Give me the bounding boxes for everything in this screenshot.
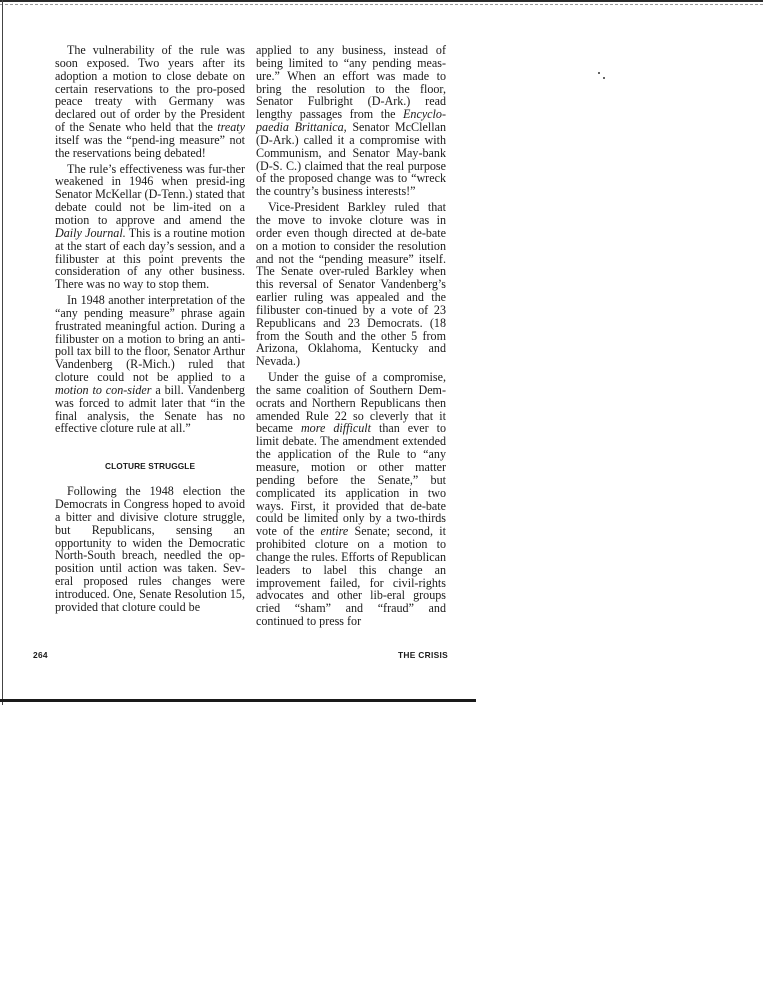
right-paragraph-1: applied to any business, instead of being limited to “any pending meas-ure.” When an effort was made to bring the resolution to the floor, Senator Fulbright (D-Ark.) read lengthy passages from the Encyclo-paedia Brittanica, Senator McClellan (D-Ark.) called it a compromise with Communism, and Senator May-bank (D-S. C.) claimed that the real purpose of the proposed change was to “wreck the country’s business interests!” <box>256 43 446 199</box>
left-paragraph-1: The vulnerability of the rule was soon exposed. Two years after its adoption a motion to close debate on certain reservations to the pro-posed peace treaty with Germany was declared out of order by the President of the Senate who held that the treaty itself was the “pend-ing measure” not the reservations being debated! <box>55 43 245 160</box>
page-number: 264 <box>33 650 48 660</box>
scan-top-dashed-edge <box>0 4 763 5</box>
emphasis-text: more difficult <box>300 421 371 436</box>
scan-bottom-edge <box>0 699 476 702</box>
right-paragraph-2: Vice-President Barkley ruled that the move to invoke cloture was in order even though directed at de-bate on a motion to consider the resolution and not the “pending measure” itself. The Senate over-ruled Barkley when this reversal of Senator Vandenberg’s earlier ruling was appealed and the filibuster con-tinued by a vote of 23 Republicans and 23 Democrats. (18 from the South and the other 5 from Arizona, Oklahoma, Kentucky and Nevada.) <box>256 200 446 369</box>
left-paragraph-4: Following the 1948 election the Democrats in Congress hoped to avoid a bitter and divisive cloture struggle, but Republicans, sensing an opportunity to widen the Democratic North-South breach, needled the op-position until action was taken. Sev-eral proposed rules changes were introduced. One, Senate Resolution 15, provided that cloture could be <box>55 484 245 614</box>
emphasis-text: motion to con-sider <box>55 382 152 397</box>
scan-speck <box>603 77 605 79</box>
emphasis-text: treaty <box>217 120 245 135</box>
emphasis-text: entire <box>320 524 349 539</box>
emphasis-text: Daily Journal. <box>55 225 126 240</box>
left-column <box>55 44 245 614</box>
left-paragraph-3: In 1948 another interpretation of the “any pending measure” phrase again frustrated meaningful action. During a filibuster on a motion to bring an anti-poll tax bill to the floor, Senator Arthur Vandenberg (R-Mich.) ruled that cloture could not be applied to a motion to con-sider a bill. Vandenberg was forced to admit later that “in the final analysis, the Senate has no effective cloture rule at all.” <box>55 293 245 436</box>
running-title: THE CRISIS <box>398 650 448 660</box>
section-subheading: CLOTURE STRUGGLE <box>105 461 196 472</box>
left-paragraph-2: The rule’s effectiveness was fur-ther weakened in 1946 when presid-ing Senator McKellar (D-Tenn.) stated that debate could not be lim-ited on a motion to approve and amend the Daily Journal. This is a routine motion at the start of each day’s session, and a filibuster at this point prevents the consideration of any other business. There was no way to stop them. <box>55 161 246 292</box>
scan-left-edge <box>2 0 3 705</box>
emphasis-text: Encyclo-paedia Brittanica, <box>256 107 446 135</box>
scan-top-border <box>0 0 763 10</box>
scan-speck <box>598 72 600 74</box>
right-paragraph-3: Under the guise of a compromise, the same coalition of Southern Dem-ocrats and Northern Republicans then amended Rule 22 so cleverly that it became more difficult than ever to limit debate. The amendment extended the application of the Rule to “any measure, motion or other matter pending before the Senate,” but complicated its application in two ways. First, it provided that de-bate could be limited only by a two-thirds vote of the entire Senate; second, it prohibited cloture on a motion to change the rules. Efforts of Republican leaders to label this change an improvement failed, for civil-rights advocates and other lib-eral groups cried “sham” and “fraud” and continued to press for <box>256 370 447 629</box>
right-column <box>256 44 446 628</box>
